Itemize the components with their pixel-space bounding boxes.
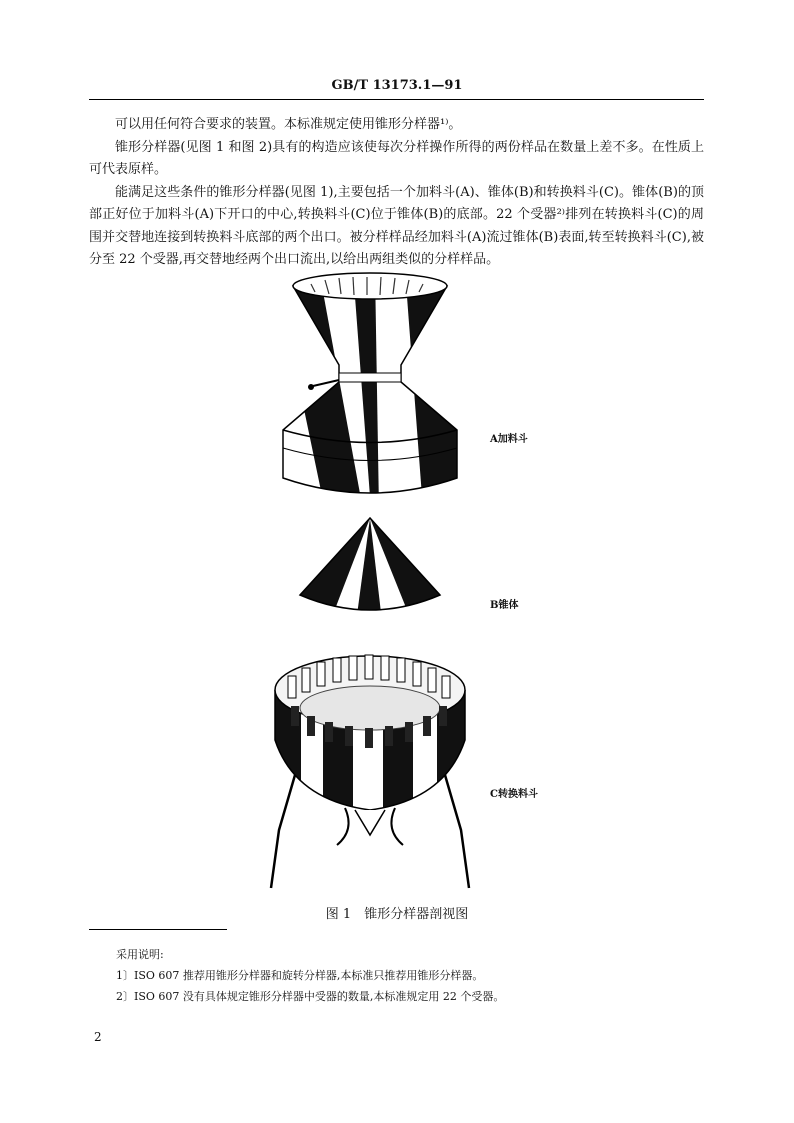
footnote-rule: [89, 929, 227, 930]
header-rule: [89, 99, 704, 100]
page-number: 2: [94, 1030, 102, 1044]
label-rotating-hopper: C转换料斗: [490, 789, 538, 800]
cone-divider-figure: [255, 270, 485, 900]
rotating-hopper-drawing: [255, 655, 485, 888]
footnote-heading: 采用说明:: [116, 948, 164, 961]
footnotes: [116, 944, 716, 1007]
cone-drawing: [295, 515, 445, 630]
paragraph-1: 可以用任何符合要求的装置。本标准规定使用锥形分样器¹⁾。: [115, 117, 462, 132]
body-text: [89, 114, 704, 272]
figure-caption: 图 1 锥形分样器剖视图: [325, 907, 469, 922]
footnote-1: 1〕ISO 607 推荐用锥形分样器和旋转分样器,本标准只推荐用锥形分样器。: [116, 969, 484, 982]
paragraph-3: 能满足这些条件的锥形分样器(见图 1),主要包括一个加料斗(A)、锥体(B)和转换料斗(C)。锥体(B)的顶部正好位于加料斗(A)下开口的中心,转换料斗(C)位于锥体(B)的底部。22 个受器²⁾排列在转换料斗(C)的周围并交替地连接到转换料斗底部的两个出口。被分样样品经加料斗(A)流过锥体(B)表面,转至转换料斗(C),被分至 22 个受器,再交替地经两个出口流出,以给出两组类似的分样样品。: [89, 184, 704, 267]
footnote-2: 2〕ISO 607 没有具体规定锥形分样器中受器的数量,本标准规定用 22 个受器。: [116, 990, 505, 1003]
paragraph-2: 锥形分样器(见图 1 和图 2)具有的构造应该使每次分样操作所得的两份样品在数量上差不多。在性质上可代表原样。: [89, 139, 704, 177]
feed-hopper-drawing: [255, 270, 485, 510]
page-header: GB/T 13173.1—91: [331, 78, 463, 93]
label-feed-hopper: A加料斗: [490, 434, 528, 445]
label-cone: B锥体: [490, 600, 519, 611]
